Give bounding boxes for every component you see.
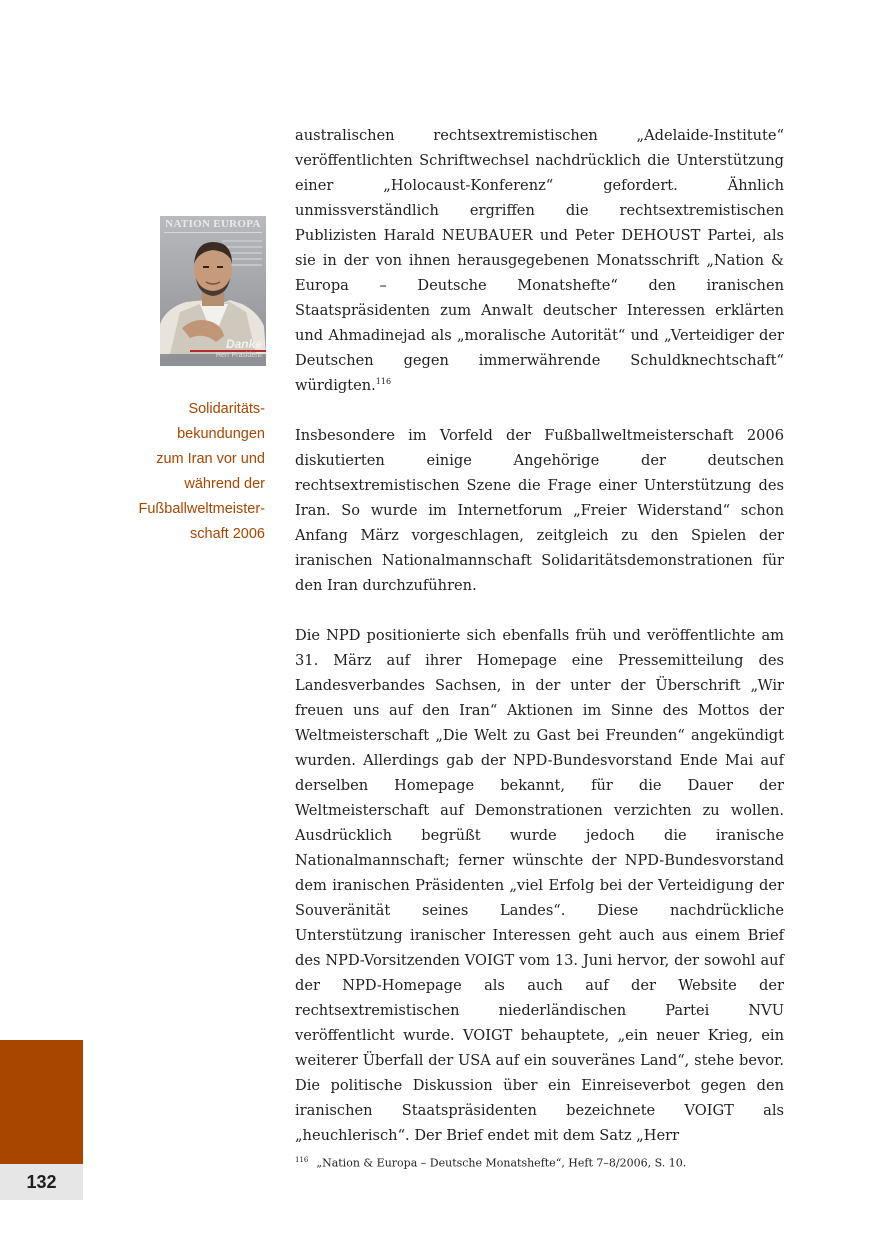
footnote-text: „Nation & Europa – Deutsche Monatshefte“, Heft 7–8/2006, S. 10. [316, 1156, 687, 1170]
margin-note [110, 397, 265, 547]
cover-caption: Danke [225, 337, 262, 351]
margin-note-line: bekundungen [177, 426, 265, 442]
margin-note-line: Fußballweltmeister- [138, 501, 265, 517]
footnote-reference[interactable]: 116 [375, 377, 392, 387]
magazine-cover-image [160, 216, 266, 366]
body-paragraph-3: Die NPD positionierte sich ebenfalls früh und veröffentlichte am 31. März auf ihrer Homepage eine Pressemitteilung des Landesverbandes Sachsen, in der unter der Überschrift „Wir freuen uns auf den Iran“ Aktionen im Sinne des Mottos der Weltmeisterschaft „Die Welt zu Gast bei Freunden“ angekündigt wurden. Allerdings gab der NPD-Bundesvorstand Ende Mai auf derselben Homepage bekannt, für die Dauer der Weltmeisterschaft auf Demonstrationen verzichten zu wollen. Ausdrücklich begrüßt wurde jedoch die iranische Nationalmannschaft; ferner wünschte der NPD-Bundesvorstand dem iranischen Präsidenten „viel Erfolg bei der Verteidigung der Souveränität seines Landes“. Diese nachdrückliche Unterstützung iranischer Interessen geht auch aus einem Brief des NPD-Vorsitzenden VOIGT vom 13. Juni hervor, der sowohl auf der NPD-Homepage als auch auf der Website der rechtsextremistischen niederländischen Partei NVU veröffentlicht wurde. VOIGT behauptete, „ein neuer Krieg, ein weiterer Überfall der USA auf ein souveränes Land“, stehe bevor. Die politische Diskussion über ein Einreiseverbot gegen den iranischen Staatspräsidenten bezeichnete VOIGT als „heuchlerisch“. Der Brief endet mit dem Satz „Herr [295, 627, 784, 1144]
margin-note-line: Solidaritäts- [188, 401, 265, 417]
cover-caption-sub: Herr Präsident! [215, 352, 263, 359]
footnote [295, 1152, 795, 1172]
margin-note-line: zum Iran vor und [156, 451, 265, 467]
margin-note-line: während der [184, 476, 265, 492]
page-number: 132 [0, 1164, 83, 1200]
main-text-column [295, 123, 784, 1173]
portrait-photo-icon [160, 228, 266, 354]
body-paragraph-1 [295, 123, 784, 398]
body-paragraph-2: Insbesondere im Vorfeld der Fußballweltmeisterschaft 2006 diskutierten einige Angehörige der deutschen rechtsextremistischen Szene die Frage einer Unterstützung des Iran. So wurde im Internetforum „Freier Widerstand“ schon Anfang März vorgeschlagen, zeitgleich zu den Spielen der iranischen Nationalmannschaft Solidaritätsdemonstrationen für den Iran durchzuführen. [295, 427, 784, 594]
margin-note-line: schaft 2006 [190, 526, 265, 542]
footnote-number: 116 [295, 1156, 309, 1164]
page-color-tab [0, 1040, 83, 1164]
cover-masthead: NATION EUROPA [165, 218, 261, 230]
paragraph-1-text: australischen rechtsextremistischen „Adelaide-Institute“ veröffentlichten Schriftwechsel nachdrücklich die Unterstützung einer „Holocaust-Konferenz“ gefordert. Ähnlich unmissverständlich ergriffen die rechtsextremistischen Publizisten Harald NEUBAUER und Peter DEHOUST Partei, als sie in der von ihnen herausgegebenen Monatsschrift „Nation & Europa – Deutsche Monatshefte“ den iranischen Staatspräsidenten zum Anwalt deutscher Interessen erklärten und Ahmadinejad als „moralische Autorität“ und „Verteidiger der Deutschen gegen immerwährende Schuldknechtschaft“ würdigten. [295, 127, 784, 394]
